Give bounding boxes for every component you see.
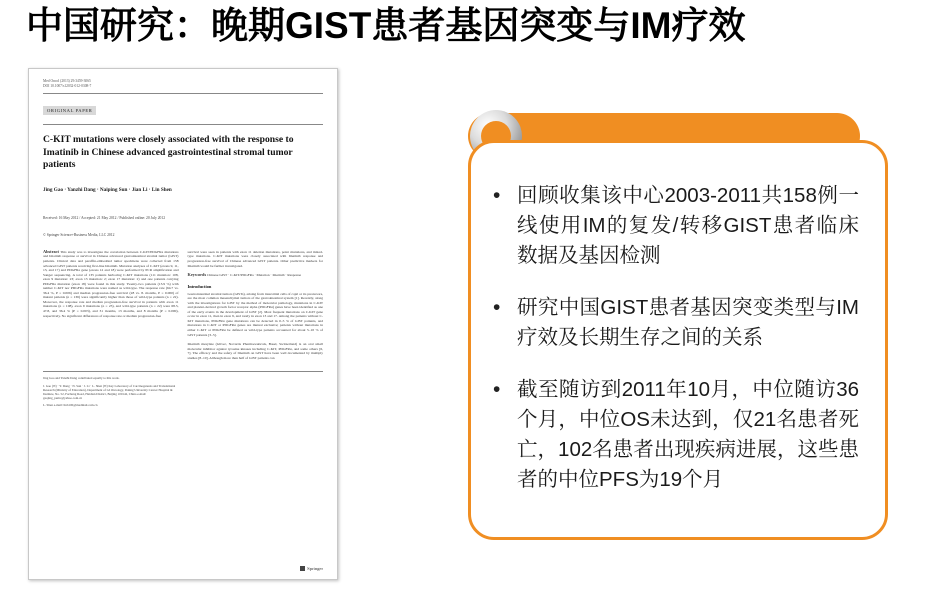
introduction-text: Gastrointestinal stromal tumors (GISTs), arising from interstitial cells of cajal or its precursors, are the most common mesenchymal tumors of the gastrointestinal system [1]. Recently, along with the investigations for GIST by the method of molecular pathology, mutations in C-KIT and platelet-derived growth factor receptor alpha (PDGFRα) genes have been identified as one of the early events in the development of GIST [2]. Most frequent mutations on C-KIT gene occur in exon 11, then in exon 9, and rarely in exon 13 and 17. Among the patients without C-KIT mutations, PDGFRα gene mutations can be detected in 0–5 % of GIST patients, and mutations in C-KIT or PDGFRα genes are mutual exclusive; patients without mutations in either C-KIT or PDGFRα be defined as wild-type patients accounted for about 5–10 % of GIST patients [3–5]. [187,291,323,337]
paper-footnotes [43,376,323,410]
bullet-text: 研究中国GIST患者基因突变类型与IM疗效及长期生存之间的关系 [517,296,859,349]
callout-panel [468,140,888,540]
footnote-equal-contribution: Jing Gao and Yanzhi Dang contributed equally to this work. [43,376,120,381]
introduction-text-2: Imatinib mesylate (Glivec, Novartis Pharmaceuticals, Basel, Switzerland) is an oral small molecular inhibitor against tyrosine kinases including C-KIT, PDGFRα, and some others [6, 7]. The efficacy and the safety of Imatinib on GIST have been well documented by multiply studies [8–10]. Although more than half of GIST patients can [187,342,323,360]
paper-received-line: Received: 16 May 2012 / Accepted: 21 May 2012 / Published online: 20 July 2012 [43,215,166,220]
paper-columns [43,250,323,365]
article-type-badge: ORIGINAL PAPER [43,106,96,115]
springer-mark-icon [300,566,305,571]
introduction-heading: Introduction [187,283,212,289]
bullet-text: 回顾收集该中心2003-2011共158例一线使用IM的复发/转移GIST患者临床数据及基因检测 [517,184,859,267]
keywords-paragraph [188,273,324,278]
paper-thumbnail [28,68,338,580]
list-item [489,181,859,271]
list-item [489,293,859,353]
publisher-name: Springer [307,566,323,571]
abstract-paragraph [43,250,179,318]
bullet-dot-icon: • [493,184,501,207]
paper-authors: Jing Gao · Yanzhi Dang · Naiping Sun · Jian Li · Lin Shen [43,186,172,193]
footnote-affiliation: J. Gao (✉) · Y. Dang · N. Sun · J. Li · L. Shen (✉) Key Laboratory of Carcinogenesis and Translational Research (Ministry of Education), Department of GI Oncology, Peking University Cancer Hospital & Institute, No. 52, Fucheng Road, Haidian District, Beijing 100142, China e-mail: gaojing_pumc@yahoo.com.cn [43,383,176,401]
paper-column-left [43,250,179,365]
page-title: 中国研究：晚期GIST患者基因突变与IM疗效 [26,5,746,46]
bullet-text: 截至随访到2011年10月，中位随访36个月，中位OS未达到，仅21名患者死亡，102名患者出现疾病进展，这些患者的中位PFS为19个月 [517,378,859,491]
divider [43,371,323,372]
paper-column-right [188,250,324,365]
footnote-contact: L. Shen e-mail: linb100@medmail.com.cn [43,403,98,408]
keywords-label: Keywords [187,272,207,278]
list-item [489,375,859,495]
divider [43,93,323,94]
paper-copyright: © Springer Science+Business Media, LLC 2012 [43,232,115,237]
divider [43,124,323,125]
publisher-logo [300,566,323,571]
keywords-text: Chinese GIST · C-KIT/PDGFRa · Mutation · Imatinib · Response [207,273,302,278]
journal-reference-line-1: Med Oncol (2013) 29:3459-3065 [43,79,91,83]
paper-title: C-KIT mutations were closely associated with the response to Imatinib in Chinese advanced gastrointestinal stromal tumor patients [43,134,294,170]
abstract-continued: survival were seen in patients with exon 11 deletion mutations, point mutations, and mixed-type mutations. C-KIT mutations were closely associated with Imatinib response and progression-free survival of Chinese advanced GIST patients. Other predictive markers for Imatinib would be further investigated. [187,249,323,268]
journal-doi: DOI 10.1007/s12032-012-0308-7 [43,84,92,88]
abstract-text: This study was to investigate the correlation between C-KIT/PDGFRa mutations and Imatinib response or survival in Chinese advanced gastrointestinal stromal tumor (GIST) patients. Clinical data and paraffin-embedded tumor specimens were collected from 158 advanced GIST patients receiving first-line Imatinib. Mutation analyses of C-KIT (exons 9, 11, 13, and 17) and PDGFRa gene (exons 12 and 18) were performed by PCR amplification and Sanger sequencing. A total of 135 patients harboring C-KIT mutations (111 mutation: 108, exon 9 mutation: 23; exon 13 mutation: 2; exon 17 mutation: 2) and one patients carrying PDGFRa mutation (exon 18) were found in this study. Twenty-two patients (13.9 %) with neither C-KIT nor PDGFRa mutations were named as wild-type. The response rate (64.7 vs. 36.4 %, P = 0.006) and median progression-free survival (28 vs. 8. months, P = 0.000) of mutant patients (n = 136) were significantly higher than those of wild-type patients (n = 22). Moreover, the response rate and median progression-free survival in patients with exon 11 mutations (n = 108), exon 9 mutations (n = 23), and wild-type patients (n = 22) were 68.5, 47.8, and 36.4 % (P = 0.003), and 31 months, 13 months, and 8 months (P = 0.000), respectively. No significant differences of response rate or median progression-free [43,249,179,318]
abstract-label: Abstract [43,248,59,254]
bullet-list [489,181,859,495]
bullet-dot-icon: • [493,378,501,401]
bullet-dot-icon: • [493,296,501,319]
